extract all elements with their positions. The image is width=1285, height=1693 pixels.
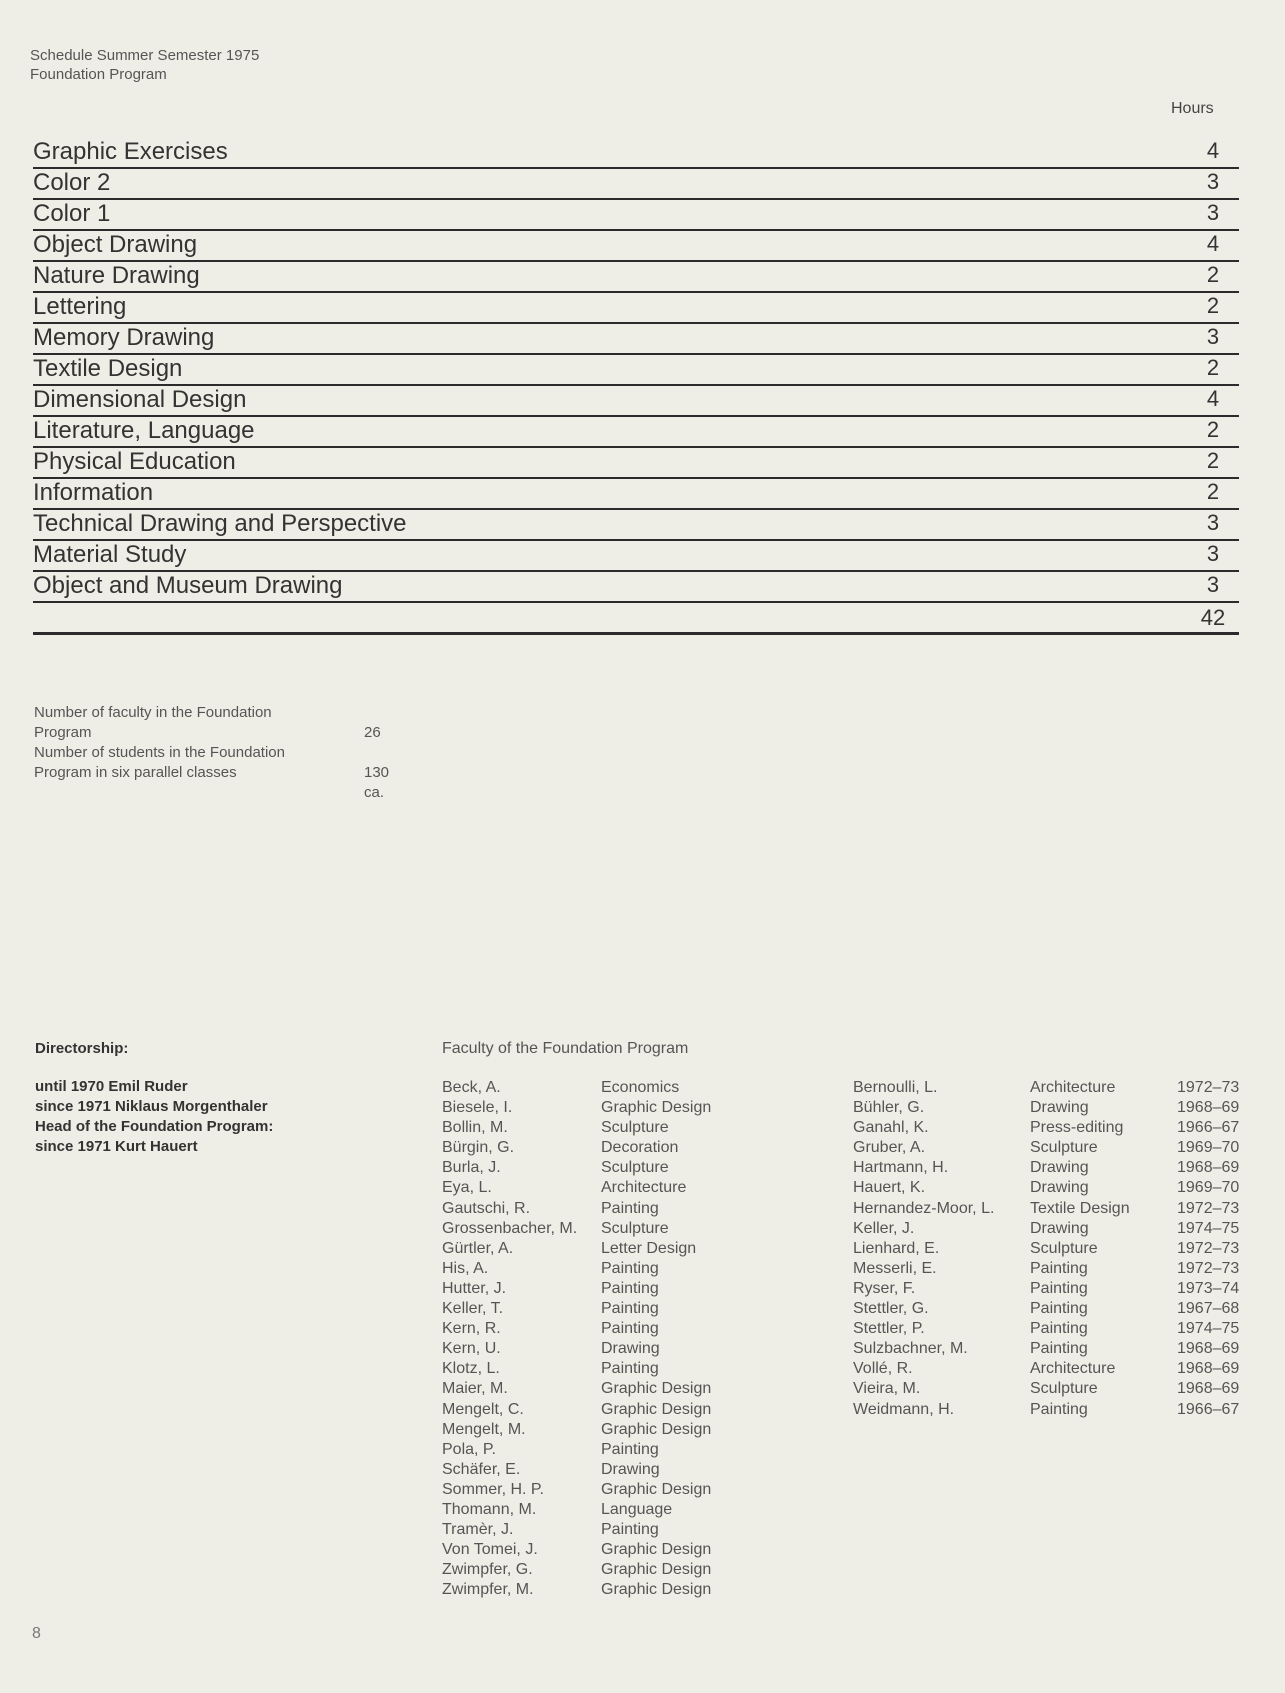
faculty-name: Beck, A. <box>442 1079 501 1096</box>
course-hours: 4 <box>1206 386 1220 411</box>
faculty-name: Bühler, G. <box>853 1099 925 1117</box>
course-name: Material Study <box>33 541 187 568</box>
faculty-name: Keller, T. <box>442 1300 504 1318</box>
faculty-name: Keller, J. <box>853 1219 915 1237</box>
faculty-name: Schäfer, E. <box>442 1460 521 1478</box>
faculty-department: Painting <box>1030 1320 1088 1338</box>
faculty-name: Bernoulli, L. <box>853 1079 938 1096</box>
course-hours: 2 <box>1206 448 1220 473</box>
faculty-years: 1968–69 <box>1177 1340 1240 1358</box>
faculty-department: Painting <box>601 1279 659 1297</box>
stat-value: 26 <box>364 724 381 741</box>
faculty-name: Klotz, L. <box>442 1360 500 1378</box>
course-hours: 2 <box>1206 262 1220 287</box>
faculty-years: 1972–73 <box>1177 1239 1240 1257</box>
course-row <box>33 200 1239 231</box>
faculty-department: Sculpture <box>601 1219 669 1237</box>
course-hours: 2 <box>1206 479 1220 504</box>
faculty-department: Graphic Design <box>601 1480 712 1498</box>
faculty-department: Graphic Design <box>601 1420 712 1438</box>
course-row <box>33 572 1239 603</box>
faculty-department: Graphic Design <box>601 1400 712 1418</box>
faculty-name: Vollé, R. <box>853 1360 913 1378</box>
faculty-years: 1972–73 <box>1177 1259 1240 1277</box>
course-name: Dimensional Design <box>33 386 247 413</box>
faculty-department: Graphic Design <box>601 1561 712 1579</box>
faculty-name: Stettler, G. <box>853 1300 929 1318</box>
directorship-line: since 1971 Kurt Hauert <box>35 1138 198 1155</box>
faculty-name: Gürtler, A. <box>442 1239 514 1257</box>
faculty-name: Bürgin, G. <box>442 1139 515 1157</box>
faculty-name: His, A. <box>442 1259 489 1277</box>
page-header <box>30 46 259 84</box>
course-hours: 4 <box>1206 138 1220 163</box>
directorship-line: since 1971 Niklaus Morgenthaler <box>35 1098 268 1115</box>
course-name: Object and Museum Drawing <box>33 572 343 599</box>
faculty-name: Thomann, M. <box>442 1500 537 1518</box>
course-name: Textile Design <box>33 355 183 382</box>
faculty-years: 1966–67 <box>1177 1119 1240 1137</box>
course-name: Lettering <box>33 293 127 320</box>
faculty-department: Decoration <box>601 1139 679 1157</box>
hours-total-row <box>33 603 1239 635</box>
faculty-name: Messerli, E. <box>853 1259 937 1277</box>
faculty-name: Kern, U. <box>442 1340 501 1358</box>
course-name: Technical Drawing and Perspective <box>33 510 407 537</box>
course-row <box>33 386 1239 417</box>
faculty-name: Ganahl, K. <box>853 1119 929 1137</box>
double-rule <box>33 632 1239 635</box>
faculty-department: Drawing <box>601 1460 660 1478</box>
stat-label-line: Number of students in the Foundation <box>34 744 285 761</box>
faculty-name: Biesele, I. <box>442 1099 513 1117</box>
current-faculty-names <box>442 1078 577 1600</box>
hours-total: 42 <box>1200 605 1226 630</box>
faculty-department: Painting <box>1030 1340 1088 1358</box>
faculty-years: 1968–69 <box>1177 1159 1240 1177</box>
course-hours: 3 <box>1206 200 1220 225</box>
faculty-name: Maier, M. <box>442 1380 508 1398</box>
faculty-department: Letter Design <box>601 1239 697 1257</box>
course-row <box>33 417 1239 448</box>
faculty-name: Gruber, A. <box>853 1139 926 1157</box>
faculty-years: 1966–67 <box>1177 1400 1240 1418</box>
faculty-department: Painting <box>1030 1300 1088 1318</box>
course-row <box>33 324 1239 355</box>
course-row <box>33 479 1239 510</box>
course-name: Literature, Language <box>33 417 255 444</box>
faculty-department: Sculpture <box>1030 1239 1098 1257</box>
course-hours: 3 <box>1206 324 1220 349</box>
faculty-name: Sommer, H. P. <box>442 1480 544 1498</box>
faculty-department: Painting <box>601 1360 659 1378</box>
course-name: Graphic Exercises <box>33 138 228 165</box>
stat-label-line: Program in six parallel classes <box>34 764 237 781</box>
faculty-department: Painting <box>601 1521 659 1539</box>
course-name: Object Drawing <box>33 231 198 258</box>
faculty-department: Architecture <box>601 1179 687 1197</box>
faculty-years: 1969–70 <box>1177 1179 1240 1197</box>
faculty-name: Von Tomei, J. <box>442 1541 538 1559</box>
course-hours: 3 <box>1206 541 1220 566</box>
faculty-name: Hernandez-Moor, L. <box>853 1199 995 1217</box>
faculty-department: Sculpture <box>1030 1380 1098 1398</box>
faculty-name: Stettler, P. <box>853 1320 925 1338</box>
faculty-title: Faculty of the Foundation Program <box>442 1040 689 1057</box>
faculty-department: Painting <box>601 1440 659 1458</box>
former-faculty-years <box>1177 1078 1239 1420</box>
faculty-department: Graphic Design <box>601 1099 712 1117</box>
faculty-name: Hauert, K. <box>853 1179 926 1197</box>
faculty-name: Grossenbacher, M. <box>442 1219 578 1237</box>
faculty-years: 1972–73 <box>1177 1079 1240 1096</box>
header-subtitle: Foundation Program <box>30 66 167 83</box>
faculty-name: Lienhard, E. <box>853 1239 940 1257</box>
course-row <box>33 169 1239 200</box>
faculty-years: 1974–75 <box>1177 1219 1240 1237</box>
hours-column-label: Hours <box>1171 100 1214 117</box>
faculty-department: Drawing <box>1030 1099 1089 1117</box>
directorship-block <box>35 1040 273 1157</box>
course-name: Physical Education <box>33 448 236 475</box>
stat-label <box>34 743 334 783</box>
faculty-name: Mengelt, M. <box>442 1420 526 1438</box>
faculty-years: 1968–69 <box>1177 1380 1240 1398</box>
faculty-department: Press-editing <box>1030 1119 1124 1137</box>
faculty-department: Drawing <box>1030 1159 1089 1177</box>
course-hours: 2 <box>1206 355 1220 380</box>
course-row <box>33 448 1239 479</box>
faculty-name: Kern, R. <box>442 1320 501 1338</box>
faculty-years: 1972–73 <box>1177 1199 1240 1217</box>
former-faculty-names <box>853 1078 994 1420</box>
faculty-department: Painting <box>601 1199 659 1217</box>
faculty-department: Graphic Design <box>601 1581 712 1599</box>
faculty-years: 1973–74 <box>1177 1279 1240 1297</box>
course-row <box>33 510 1239 541</box>
directorship-title: Directorship: <box>35 1040 129 1057</box>
faculty-department: Textile Design <box>1030 1199 1130 1217</box>
faculty-department: Sculpture <box>601 1159 669 1177</box>
faculty-years: 1969–70 <box>1177 1139 1240 1157</box>
course-hours: 3 <box>1206 572 1220 597</box>
course-name: Nature Drawing <box>33 262 200 289</box>
stat-label-line: Program <box>34 724 92 741</box>
course-row <box>33 355 1239 386</box>
faculty-name: Weidmann, H. <box>853 1400 955 1418</box>
faculty-name: Burla, J. <box>442 1159 501 1177</box>
course-hours: 4 <box>1206 231 1220 256</box>
course-hours: 3 <box>1206 510 1220 535</box>
faculty-name: Ryser, F. <box>853 1279 916 1297</box>
faculty-department: Painting <box>601 1259 659 1277</box>
faculty-name: Bollin, M. <box>442 1119 508 1137</box>
course-name: Memory Drawing <box>33 324 215 351</box>
faculty-department: Painting <box>601 1320 659 1338</box>
faculty-name: Zwimpfer, G. <box>442 1561 533 1579</box>
faculty-name: Hutter, J. <box>442 1279 507 1297</box>
former-faculty-departments <box>1030 1078 1130 1420</box>
faculty-department: Painting <box>1030 1400 1088 1418</box>
faculty-department: Painting <box>1030 1279 1088 1297</box>
directorship-line: until 1970 Emil Ruder <box>35 1078 188 1095</box>
course-row <box>33 541 1239 572</box>
faculty-department: Drawing <box>1030 1179 1089 1197</box>
faculty-years: 1967–68 <box>1177 1300 1240 1318</box>
faculty-department: Graphic Design <box>601 1380 712 1398</box>
faculty-name: Hartmann, H. <box>853 1159 949 1177</box>
faculty-years: 1974–75 <box>1177 1320 1240 1338</box>
faculty-department: Painting <box>1030 1259 1088 1277</box>
faculty-years: 1968–69 <box>1177 1099 1240 1117</box>
stat-label <box>34 703 334 743</box>
course-row <box>33 262 1239 293</box>
page-number: 8 <box>32 1625 41 1642</box>
faculty-name: Tramèr, J. <box>442 1521 514 1539</box>
faculty-name: Pola, P. <box>442 1440 496 1458</box>
faculty-department: Economics <box>601 1079 680 1096</box>
faculty-name: Sulzbachner, M. <box>853 1340 968 1358</box>
faculty-name: Vieira, M. <box>853 1380 921 1398</box>
header-title: Schedule Summer Semester 1975 <box>30 47 260 64</box>
stat-value: 130 ca. <box>364 764 390 801</box>
stat-label-line: Number of faculty in the Foundation <box>34 704 272 721</box>
current-faculty-departments <box>601 1078 711 1600</box>
course-name: Color 1 <box>33 200 111 227</box>
faculty-name: Zwimpfer, M. <box>442 1581 534 1599</box>
faculty-department: Sculpture <box>1030 1139 1098 1157</box>
faculty-department: Architecture <box>1030 1079 1116 1096</box>
faculty-department: Drawing <box>601 1340 660 1358</box>
faculty-name: Gautschi, R. <box>442 1199 531 1217</box>
course-hours: 2 <box>1206 293 1220 318</box>
course-row <box>33 138 1239 169</box>
faculty-name: Mengelt, C. <box>442 1400 524 1418</box>
faculty-department: Painting <box>601 1300 659 1318</box>
faculty-name: Eya, L. <box>442 1179 492 1197</box>
course-hours: 2 <box>1206 417 1220 442</box>
faculty-department: Architecture <box>1030 1360 1116 1378</box>
course-hours: 3 <box>1206 169 1220 194</box>
faculty-department: Graphic Design <box>601 1541 712 1559</box>
faculty-department: Language <box>601 1500 673 1518</box>
course-row <box>33 293 1239 324</box>
faculty-department: Drawing <box>1030 1219 1089 1237</box>
course-row <box>33 231 1239 262</box>
course-name: Color 2 <box>33 169 111 196</box>
directorship-line: Head of the Foundation Program: <box>35 1118 274 1135</box>
course-name: Information <box>33 479 154 506</box>
faculty-years: 1968–69 <box>1177 1360 1240 1378</box>
faculty-department: Sculpture <box>601 1119 669 1137</box>
